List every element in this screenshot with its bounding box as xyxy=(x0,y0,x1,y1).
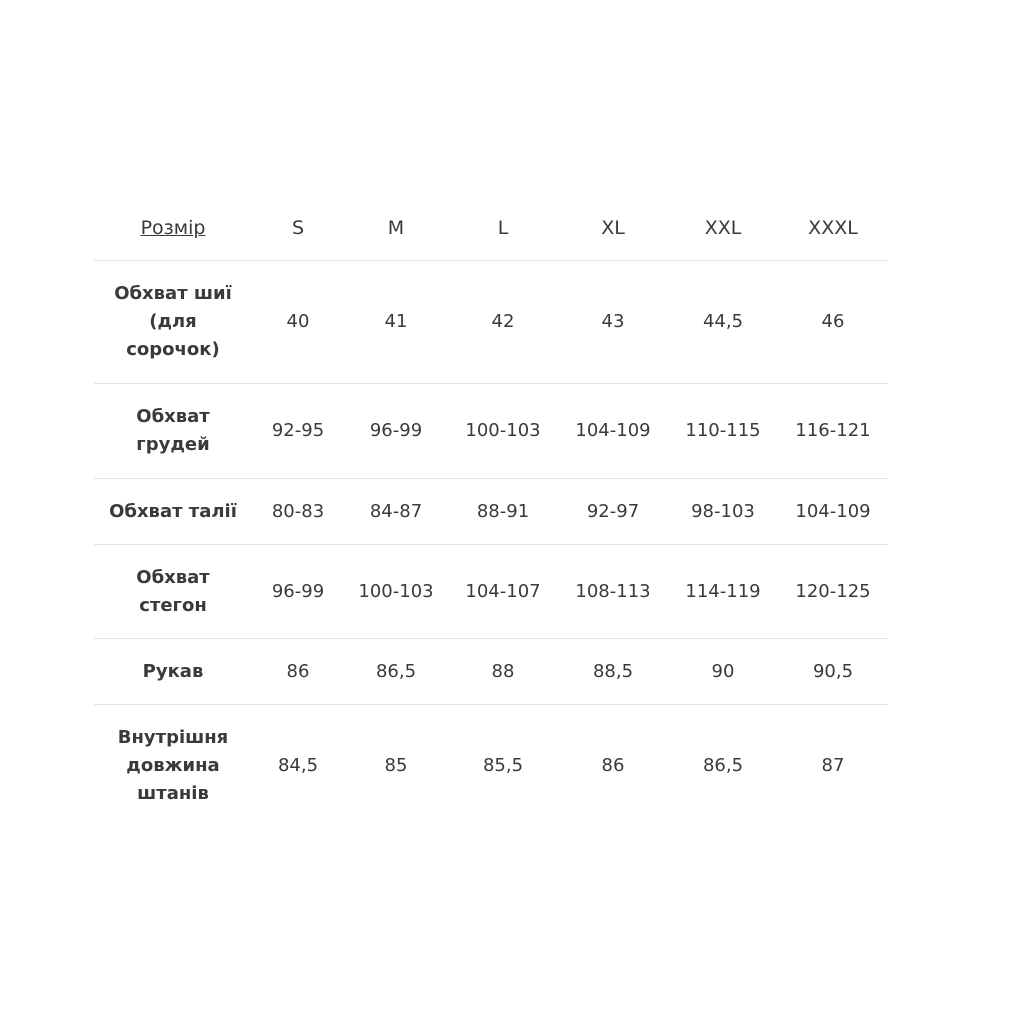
row-label: Обхват шиї (для сорочок) xyxy=(94,261,252,384)
table-cell: 84-87 xyxy=(344,479,448,545)
header-size-label: Розмір xyxy=(140,216,206,239)
table-cell: 92-97 xyxy=(558,479,668,545)
table-cell: 87 xyxy=(778,705,888,827)
table-cell: 110-115 xyxy=(668,384,778,479)
table-row-waist xyxy=(94,479,888,545)
table-cell: 96-99 xyxy=(344,384,448,479)
header-size-s: S xyxy=(291,216,305,239)
table-cell: 88,5 xyxy=(558,639,668,705)
table-cell: 104-109 xyxy=(778,479,888,545)
table-row-inseam xyxy=(94,705,888,827)
table-cell: 114-119 xyxy=(668,545,778,639)
header-size-m: M xyxy=(387,216,405,239)
table-cell: 88 xyxy=(448,639,558,705)
header-size-l: L xyxy=(497,216,509,239)
table-cell: 100-103 xyxy=(448,384,558,479)
table-cell: 40 xyxy=(252,261,344,384)
table-cell: 90 xyxy=(668,639,778,705)
table-cell: 100-103 xyxy=(344,545,448,639)
table-cell: 86,5 xyxy=(344,639,448,705)
table-cell: 86 xyxy=(252,639,344,705)
table-cell: 86,5 xyxy=(668,705,778,827)
size-chart-table xyxy=(94,195,888,827)
header-size-xxxl: XXXL xyxy=(808,216,858,239)
table-cell: 108-113 xyxy=(558,545,668,639)
table-cell: 96-99 xyxy=(252,545,344,639)
table-cell: 80-83 xyxy=(252,479,344,545)
header-row xyxy=(94,195,888,261)
table-cell: 43 xyxy=(558,261,668,384)
table-cell: 42 xyxy=(448,261,558,384)
row-label: Обхват стегон xyxy=(94,545,252,639)
table-cell: 104-109 xyxy=(558,384,668,479)
table-row-neck xyxy=(94,261,888,384)
row-label: Обхват грудей xyxy=(94,384,252,479)
row-label: Рукав xyxy=(94,639,252,705)
table-cell: 44,5 xyxy=(668,261,778,384)
header-size-xl: XL xyxy=(601,216,625,239)
table-cell: 46 xyxy=(778,261,888,384)
table-cell: 92-95 xyxy=(252,384,344,479)
table-cell: 90,5 xyxy=(778,639,888,705)
table-cell: 41 xyxy=(344,261,448,384)
table-cell: 88-91 xyxy=(448,479,558,545)
table-cell: 120-125 xyxy=(778,545,888,639)
table-cell: 104-107 xyxy=(448,545,558,639)
table-cell: 86 xyxy=(558,705,668,827)
table-cell: 85,5 xyxy=(448,705,558,827)
table-cell: 116-121 xyxy=(778,384,888,479)
table-row-sleeve xyxy=(94,639,888,705)
row-label: Обхват талії xyxy=(94,479,252,545)
header-size-xxl: XXL xyxy=(704,216,742,239)
table-row-hips xyxy=(94,545,888,639)
table-cell: 98-103 xyxy=(668,479,778,545)
table-cell: 85 xyxy=(344,705,448,827)
table-row-chest xyxy=(94,384,888,479)
table-cell: 84,5 xyxy=(252,705,344,827)
row-label: Внутрішня довжина штанів xyxy=(94,705,252,827)
